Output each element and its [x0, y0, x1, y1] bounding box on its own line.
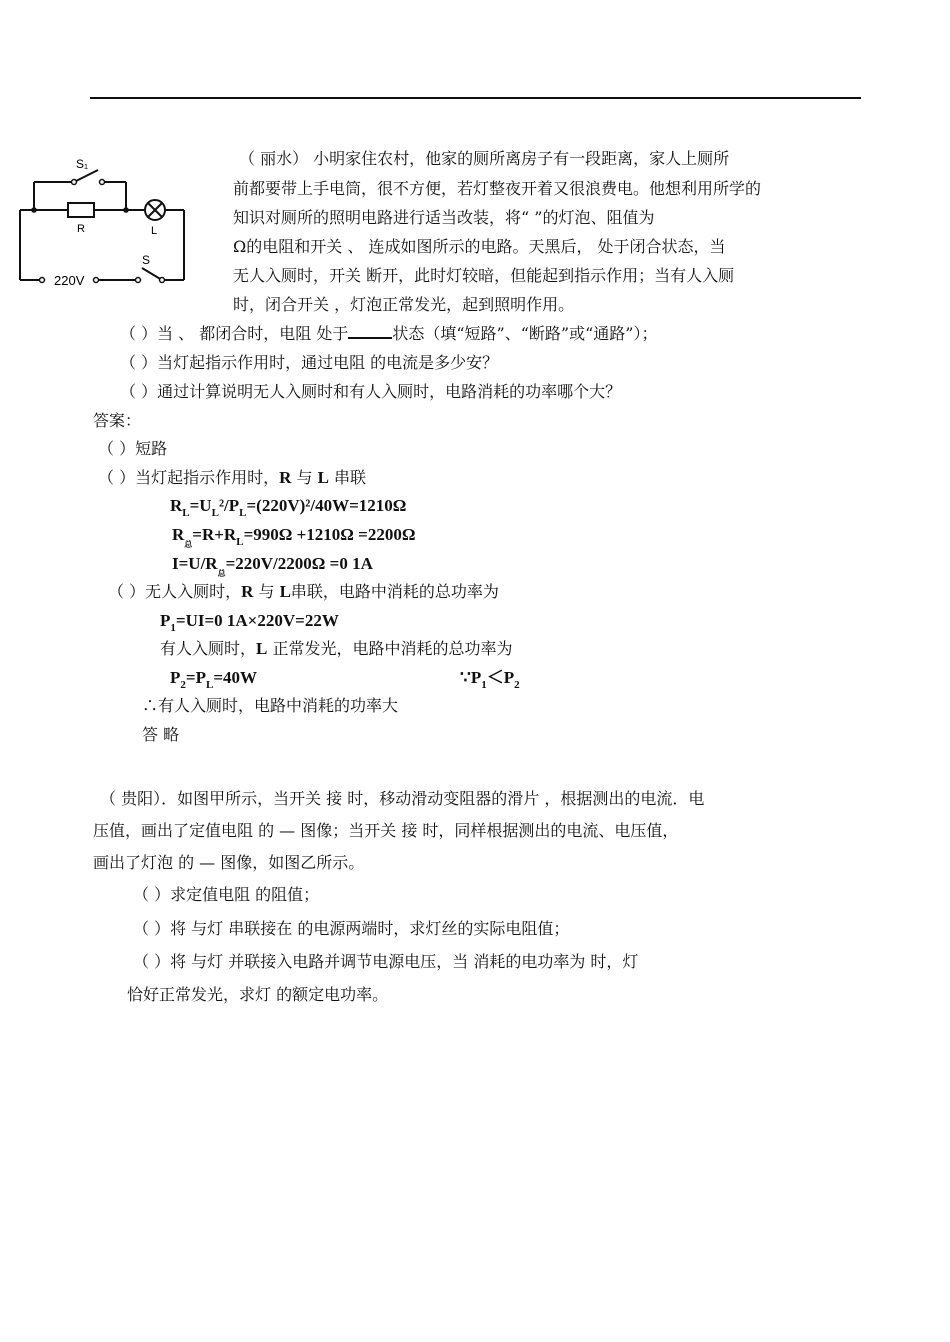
q1-sub-question-2: （ ）当灯起指示作用时，通过电阻 的电流是多少安？	[120, 353, 499, 372]
answer-heading: 答案：	[93, 411, 142, 430]
q1-intro-line-1: （ 丽水） 小明家住农村，他家的厕所离房子有一段距离，家人上厕所	[239, 149, 730, 168]
label-s1: S₁	[76, 157, 89, 171]
formula-lamp-resistance: $R_L=U_L^2/P_L=(220V)^2/40W=1210\Omega$	[170, 496, 407, 519]
q1-intro-line-2: 前都要带上手电筒，很不方便，若灯整夜开着又很浪费电。他想利用所学的	[233, 179, 762, 198]
answer-end: 答 略	[142, 725, 180, 744]
header-rule	[90, 97, 861, 99]
label-voltage: 220V	[54, 273, 85, 288]
formula-compare: $\because P_1<P_2$	[460, 668, 520, 691]
q1-intro-line-6: 时，闭合开关 ，灯泡正常发光，起到照明作用。	[233, 295, 575, 314]
answer-1: （ ）短路	[98, 439, 168, 458]
fill-in-blank	[348, 323, 392, 339]
answer-2-intro: （ ）当灯起指示作用时，R 与 L 串联	[98, 468, 367, 487]
label-s: S	[142, 253, 151, 267]
q2-intro-line-3: 画出了灯泡 的 — 图像，如图乙所示。	[93, 853, 365, 872]
formula-current: $I=U/R_总=220V/2200\Omega =0$ 1A	[172, 554, 373, 578]
answer-conclusion: ∴有人入厕时，电路中消耗的功率大	[142, 696, 399, 715]
answer-3-occupied: 有人入厕时，L 正常发光，电路中消耗的总功率为	[160, 639, 513, 658]
q1-intro-line-3: 知识对厕所的照明电路进行适当改装，将“ ”的灯泡、阻值为	[233, 208, 655, 227]
q2-sub-question-2: （ ）将 与灯 串联接在 的电源两端时，求灯丝的实际电阻值；	[133, 919, 570, 938]
answer-3-intro: （ ）无人入厕时，R 与 L串联，电路中消耗的总功率为	[108, 582, 499, 601]
q1-sub-question-1: （ ）当 、 都闭合时，电阻 处于 状态（填“短路”、“断路”或“通路”）；	[120, 324, 658, 343]
label-l: L	[151, 225, 158, 237]
q2-sub-question-3: （ ）将 与灯 并联接入电路并调节电源电压，当 消耗的电功率为 时，灯	[133, 952, 639, 971]
label-r: R	[77, 223, 85, 235]
q1-intro-line-5: 无人入厕时，开关 断开，此时灯较暗，但能起到指示作用；当有人入厕	[233, 266, 735, 285]
q2-intro-line-2: 压值，画出了定值电阻 的 — 图像；当开关 接 时，同样根据测出的电流、电压值，	[93, 821, 679, 840]
q2-intro-line-1: （ 贵阳）．如图甲所示，当开关 接 时，移动滑动变阻器的滑片 ，根据测出的电流．电	[100, 789, 705, 808]
formula-power-p1: $P_1=UI=0$ 1A×220V=22W	[160, 611, 339, 634]
q1-intro-line-4: Ω的电阻和开关 、 连成如图所示的电路。天黑后， 处于闭合状态，当	[233, 237, 726, 256]
q2-sub-question-1: （ ）求定值电阻 的阻值；	[133, 885, 320, 904]
formula-total-resistance: $R_总=R+R_L=990\Omega +1210\Omega =2200\Omega$	[172, 525, 416, 549]
formula-power-p2: $P_2=P_L=40W$	[170, 668, 257, 691]
q2-sub-question-3-cont: 恰好正常发光，求灯 的额定电功率。	[127, 985, 389, 1004]
q1-sub-question-3: （ ）通过计算说明无人入厕时和有人入厕时，电路消耗的功率哪个大？	[120, 382, 622, 401]
circuit-diagram	[14, 150, 214, 290]
